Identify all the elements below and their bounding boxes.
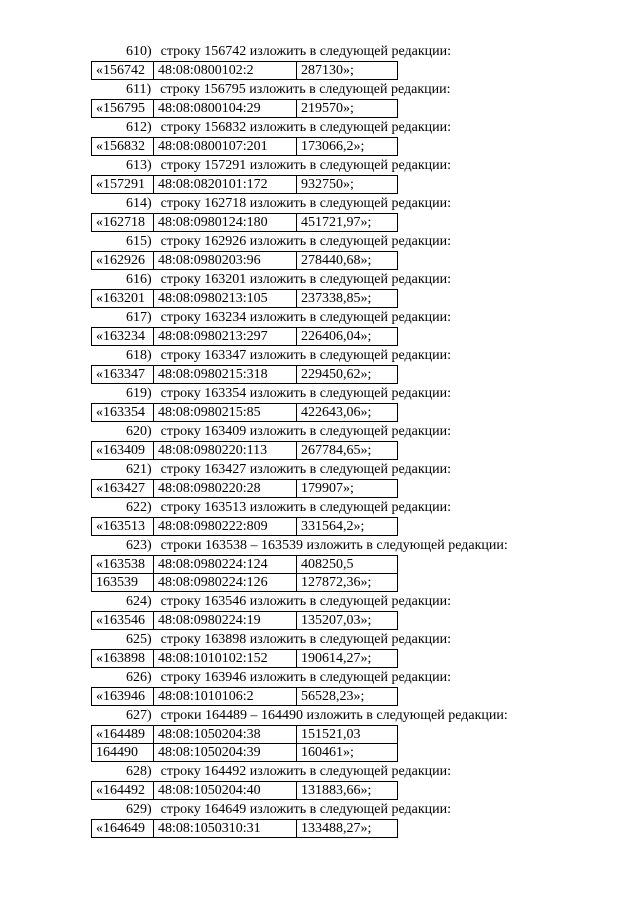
- amendment-heading: [91, 762, 561, 781]
- item-number: 616): [126, 272, 152, 287]
- row-id-cell: «164492: [92, 782, 154, 800]
- row-id-cell: «156742: [92, 62, 154, 80]
- amendment-heading: [91, 668, 561, 687]
- row-id-cell: 163539: [92, 574, 154, 592]
- item-number: 623): [126, 538, 152, 553]
- item-number: 619): [126, 386, 152, 401]
- row-table: [91, 251, 398, 270]
- table-row: [92, 820, 398, 838]
- item-instruction: строку 163946 изложить в следующей редакции:: [160, 670, 452, 685]
- value-cell: 422643,06»;: [297, 404, 398, 422]
- amendment-item: [91, 270, 561, 308]
- cadastral-number-cell: 48:08:0980222:809: [154, 518, 297, 536]
- value-cell: 278440,68»;: [297, 252, 398, 270]
- amendment-item: [91, 308, 561, 346]
- table-row: [92, 176, 398, 194]
- amendment-heading: [91, 80, 561, 99]
- table-row: [92, 328, 398, 346]
- cadastral-number-cell: 48:08:0980220:113: [154, 442, 297, 460]
- amendment-item: [91, 706, 561, 762]
- item-instruction: строку 163513 изложить в следующей редакции:: [160, 500, 452, 515]
- table-row: [92, 480, 398, 498]
- row-table: [91, 819, 398, 838]
- value-cell: 173066,2»;: [297, 138, 398, 156]
- row-table: [91, 213, 398, 232]
- row-table: [91, 327, 398, 346]
- cadastral-number-cell: 48:08:1010106:2: [154, 688, 297, 706]
- value-cell: 190614,27»;: [297, 650, 398, 668]
- row-id-cell: «163354: [92, 404, 154, 422]
- amendment-heading: [91, 346, 561, 365]
- item-instruction: строку 156832 изложить в следующей редакции:: [160, 120, 452, 135]
- item-number: 611): [126, 82, 152, 97]
- value-cell: 135207,03»;: [297, 612, 398, 630]
- value-cell: 151521,03: [297, 726, 398, 744]
- item-number: 629): [126, 802, 152, 817]
- table-row: [92, 138, 398, 156]
- row-table: [91, 99, 398, 118]
- amendment-item: [91, 668, 561, 706]
- amendment-item: [91, 80, 561, 118]
- row-table: [91, 517, 398, 536]
- amendment-item: [91, 156, 561, 194]
- row-id-cell: «157291: [92, 176, 154, 194]
- row-id-cell: «163347: [92, 366, 154, 384]
- item-number: 617): [126, 310, 152, 325]
- row-table: [91, 687, 398, 706]
- table-row: [92, 556, 398, 574]
- amendment-heading: [91, 498, 561, 517]
- amendment-heading: [91, 232, 561, 251]
- row-table: [91, 441, 398, 460]
- value-cell: 56528,23»;: [297, 688, 398, 706]
- cadastral-number-cell: 48:08:1010102:152: [154, 650, 297, 668]
- row-id-cell: «162926: [92, 252, 154, 270]
- item-number: 612): [126, 120, 152, 135]
- amendment-heading: [91, 706, 561, 725]
- amendment-heading: [91, 308, 561, 327]
- cadastral-number-cell: 48:08:0980224:19: [154, 612, 297, 630]
- item-instruction: строку 157291 изложить в следующей редакции:: [160, 158, 452, 173]
- value-cell: 160461»;: [297, 744, 398, 762]
- row-table: [91, 611, 398, 630]
- value-cell: 131883,66»;: [297, 782, 398, 800]
- value-cell: 267784,65»;: [297, 442, 398, 460]
- cadastral-number-cell: 48:08:0980224:124: [154, 556, 297, 574]
- cadastral-number-cell: 48:08:0980215:85: [154, 404, 297, 422]
- document-body: [91, 42, 561, 838]
- row-table: [91, 725, 398, 762]
- amendment-heading: [91, 592, 561, 611]
- item-instruction: строку 163898 изложить в следующей редакции:: [160, 632, 452, 647]
- row-table: [91, 555, 398, 592]
- amendment-item: [91, 536, 561, 592]
- table-row: [92, 726, 398, 744]
- table-row: [92, 442, 398, 460]
- amendment-heading: [91, 630, 561, 649]
- amendment-item: [91, 592, 561, 630]
- item-number: 626): [126, 670, 152, 685]
- row-id-cell: «163234: [92, 328, 154, 346]
- item-number: 610): [126, 44, 152, 59]
- table-row: [92, 574, 398, 592]
- row-id-cell: «156832: [92, 138, 154, 156]
- item-instruction: строку 163354 изложить в следующей редакции:: [160, 386, 452, 401]
- item-instruction: строки 163538 – 163539 изложить в следующей редакции:: [160, 538, 508, 553]
- amendment-item: [91, 762, 561, 800]
- cadastral-number-cell: 48:08:1050204:39: [154, 744, 297, 762]
- table-row: [92, 650, 398, 668]
- item-number: 622): [126, 500, 152, 515]
- row-id-cell: 164490: [92, 744, 154, 762]
- row-id-cell: «163898: [92, 650, 154, 668]
- cadastral-number-cell: 48:08:0980215:318: [154, 366, 297, 384]
- row-id-cell: «163513: [92, 518, 154, 536]
- item-number: 613): [126, 158, 152, 173]
- row-id-cell: «162718: [92, 214, 154, 232]
- amendment-heading: [91, 460, 561, 479]
- row-table: [91, 61, 398, 80]
- value-cell: 237338,85»;: [297, 290, 398, 308]
- item-instruction: строку 163347 изложить в следующей редакции:: [160, 348, 452, 363]
- table-row: [92, 290, 398, 308]
- table-row: [92, 744, 398, 762]
- amendment-heading: [91, 118, 561, 137]
- value-cell: 451721,97»;: [297, 214, 398, 232]
- row-table: [91, 403, 398, 422]
- cadastral-number-cell: 48:08:1050204:38: [154, 726, 297, 744]
- row-table: [91, 479, 398, 498]
- amendment-item: [91, 118, 561, 156]
- amendment-item: [91, 194, 561, 232]
- item-number: 628): [126, 764, 152, 779]
- item-instruction: строку 162718 изложить в следующей редакции:: [160, 196, 452, 211]
- item-number: 620): [126, 424, 152, 439]
- table-row: [92, 252, 398, 270]
- item-number: 621): [126, 462, 152, 477]
- item-number: 614): [126, 196, 152, 211]
- amendment-heading: [91, 42, 561, 61]
- amendment-item: [91, 346, 561, 384]
- row-id-cell: «163427: [92, 480, 154, 498]
- amendment-heading: [91, 270, 561, 289]
- table-row: [92, 688, 398, 706]
- value-cell: 133488,27»;: [297, 820, 398, 838]
- row-id-cell: «164489: [92, 726, 154, 744]
- item-instruction: строку 163234 изложить в следующей редакции:: [160, 310, 452, 325]
- amendment-item: [91, 630, 561, 668]
- table-row: [92, 214, 398, 232]
- item-number: 624): [126, 594, 152, 609]
- cadastral-number-cell: 48:08:1050204:40: [154, 782, 297, 800]
- value-cell: 287130»;: [297, 62, 398, 80]
- item-instruction: строку 163546 изложить в следующей редакции:: [160, 594, 452, 609]
- amendment-item: [91, 42, 561, 80]
- cadastral-number-cell: 48:08:0980213:105: [154, 290, 297, 308]
- cadastral-number-cell: 48:08:0800104:29: [154, 100, 297, 118]
- item-instruction: строку 163409 изложить в следующей редакции:: [160, 424, 452, 439]
- item-instruction: строки 164489 – 164490 изложить в следующей редакции:: [160, 708, 508, 723]
- amendment-item: [91, 232, 561, 270]
- item-instruction: строку 163201 изложить в следующей редакции:: [160, 272, 452, 287]
- row-table: [91, 137, 398, 156]
- amendment-item: [91, 498, 561, 536]
- row-id-cell: «156795: [92, 100, 154, 118]
- item-number: 625): [126, 632, 152, 647]
- row-id-cell: «164649: [92, 820, 154, 838]
- row-table: [91, 649, 398, 668]
- item-instruction: строку 164492 изложить в следующей редакции:: [160, 764, 452, 779]
- table-row: [92, 782, 398, 800]
- value-cell: 331564,2»;: [297, 518, 398, 536]
- cadastral-number-cell: 48:08:0980203:96: [154, 252, 297, 270]
- row-id-cell: «163546: [92, 612, 154, 630]
- value-cell: 179907»;: [297, 480, 398, 498]
- row-table: [91, 781, 398, 800]
- table-row: [92, 404, 398, 422]
- amendment-item: [91, 800, 561, 838]
- item-number: 618): [126, 348, 152, 363]
- amendment-heading: [91, 800, 561, 819]
- item-number: 615): [126, 234, 152, 249]
- item-instruction: строку 156742 изложить в следующей редакции:: [160, 44, 452, 59]
- row-table: [91, 365, 398, 384]
- item-number: 627): [126, 708, 152, 723]
- value-cell: 408250,5: [297, 556, 398, 574]
- value-cell: 226406,04»;: [297, 328, 398, 346]
- value-cell: 219570»;: [297, 100, 398, 118]
- amendment-heading: [91, 422, 561, 441]
- value-cell: 932750»;: [297, 176, 398, 194]
- item-instruction: строку 156795 изложить в следующей редакции:: [160, 82, 451, 97]
- cadastral-number-cell: 48:08:0800102:2: [154, 62, 297, 80]
- amendment-item: [91, 384, 561, 422]
- cadastral-number-cell: 48:08:0980224:126: [154, 574, 297, 592]
- item-instruction: строку 163427 изложить в следующей редакции:: [160, 462, 452, 477]
- row-id-cell: «163538: [92, 556, 154, 574]
- item-instruction: строку 162926 изложить в следующей редакции:: [160, 234, 452, 249]
- row-id-cell: «163946: [92, 688, 154, 706]
- table-row: [92, 366, 398, 384]
- amendment-heading: [91, 536, 561, 555]
- cadastral-number-cell: 48:08:0980213:297: [154, 328, 297, 346]
- cadastral-number-cell: 48:08:1050310:31: [154, 820, 297, 838]
- row-table: [91, 289, 398, 308]
- value-cell: 127872,36»;: [297, 574, 398, 592]
- cadastral-number-cell: 48:08:0800107:201: [154, 138, 297, 156]
- table-row: [92, 62, 398, 80]
- cadastral-number-cell: 48:08:0980220:28: [154, 480, 297, 498]
- table-row: [92, 518, 398, 536]
- cadastral-number-cell: 48:08:0980124:180: [154, 214, 297, 232]
- table-row: [92, 612, 398, 630]
- amendment-heading: [91, 384, 561, 403]
- row-id-cell: «163409: [92, 442, 154, 460]
- amendment-heading: [91, 194, 561, 213]
- amendment-item: [91, 422, 561, 460]
- cadastral-number-cell: 48:08:0820101:172: [154, 176, 297, 194]
- item-instruction: строку 164649 изложить в следующей редакции:: [160, 802, 452, 817]
- amendment-heading: [91, 156, 561, 175]
- amendment-item: [91, 460, 561, 498]
- table-row: [92, 100, 398, 118]
- value-cell: 229450,62»;: [297, 366, 398, 384]
- row-table: [91, 175, 398, 194]
- row-id-cell: «163201: [92, 290, 154, 308]
